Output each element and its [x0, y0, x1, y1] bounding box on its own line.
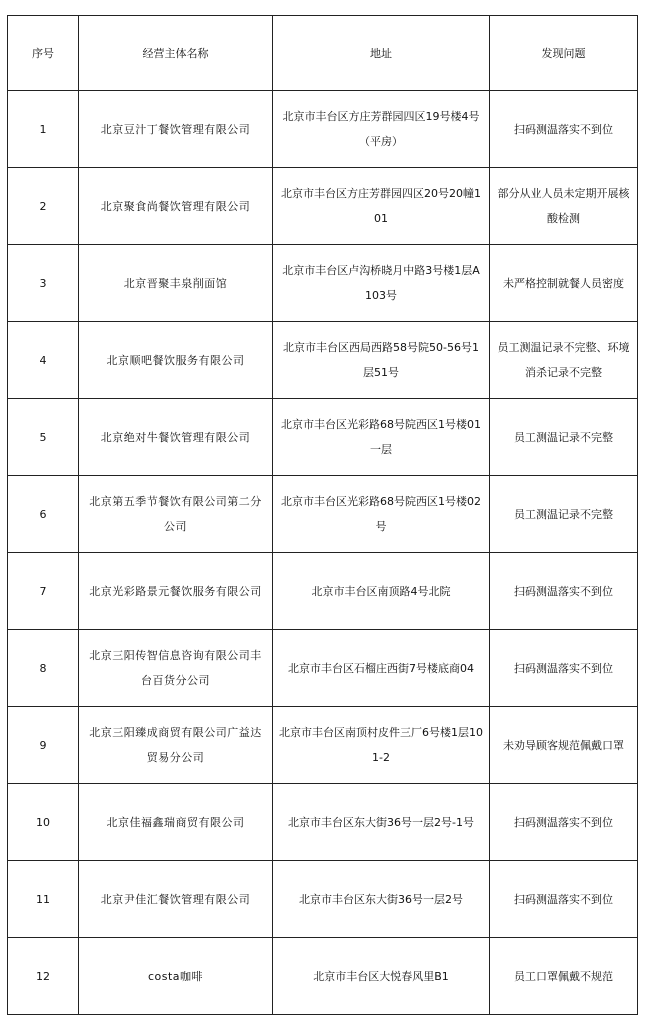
cell-serial: 9 — [8, 707, 79, 784]
cell-entity-name: 北京三阳传智信息咨询有限公司丰台百货分公司 — [79, 630, 273, 707]
cell-serial: 12 — [8, 938, 79, 1015]
cell-issue: 扫码测温落实不到位 — [490, 630, 638, 707]
table-row — [8, 168, 638, 245]
cell-issue: 员工测温记录不完整、环境消杀记录不完整 — [490, 322, 638, 399]
cell-entity-name: 北京豆汁丁餐饮管理有限公司 — [79, 91, 273, 168]
cell-entity-name: 北京佳福鑫瑞商贸有限公司 — [79, 784, 273, 861]
inspection-table — [7, 15, 638, 1015]
table-row — [8, 707, 638, 784]
cell-serial: 7 — [8, 553, 79, 630]
cell-serial: 11 — [8, 861, 79, 938]
cell-serial: 2 — [8, 168, 79, 245]
cell-entity-name: 北京光彩路景元餐饮服务有限公司 — [79, 553, 273, 630]
cell-entity-name: 北京顺吧餐饮服务有限公司 — [79, 322, 273, 399]
cell-serial: 8 — [8, 630, 79, 707]
cell-issue: 员工测温记录不完整 — [490, 399, 638, 476]
cell-address: 北京市丰台区方庄芳群园四区19号楼4号（平房） — [273, 91, 490, 168]
table-row — [8, 861, 638, 938]
cell-address: 北京市丰台区西局西路58号院50-56号1层51号 — [273, 322, 490, 399]
cell-address: 北京市丰台区大悦春风里B1 — [273, 938, 490, 1015]
cell-address: 北京市丰台区光彩路68号院西区1号楼01一层 — [273, 399, 490, 476]
table-row — [8, 784, 638, 861]
table-row — [8, 245, 638, 322]
cell-serial: 5 — [8, 399, 79, 476]
cell-address: 北京市丰台区卢沟桥晓月中路3号楼1层A103号 — [273, 245, 490, 322]
table-row — [8, 938, 638, 1015]
header-address: 地址 — [273, 16, 490, 91]
cell-issue: 员工口罩佩戴不规范 — [490, 938, 638, 1015]
cell-entity-name: 北京尹佳汇餐饮管理有限公司 — [79, 861, 273, 938]
cell-address: 北京市丰台区东大街36号一层2号 — [273, 861, 490, 938]
cell-issue: 未劝导顾客规范佩戴口罩 — [490, 707, 638, 784]
cell-serial: 4 — [8, 322, 79, 399]
table-row — [8, 399, 638, 476]
table-row — [8, 476, 638, 553]
cell-address: 北京市丰台区方庄芳群园四区20号20幢101 — [273, 168, 490, 245]
cell-issue: 扫码测温落实不到位 — [490, 91, 638, 168]
cell-serial: 1 — [8, 91, 79, 168]
cell-entity-name: 北京第五季节餐饮有限公司第二分公司 — [79, 476, 273, 553]
cell-entity-name: 北京晋聚丰泉削面馆 — [79, 245, 273, 322]
cell-issue: 未严格控制就餐人员密度 — [490, 245, 638, 322]
table-header-row — [8, 16, 638, 91]
cell-issue: 扫码测温落实不到位 — [490, 784, 638, 861]
cell-issue: 扫码测温落实不到位 — [490, 553, 638, 630]
cell-address: 北京市丰台区光彩路68号院西区1号楼02号 — [273, 476, 490, 553]
cell-entity-name: 北京聚食尚餐饮管理有限公司 — [79, 168, 273, 245]
cell-address: 北京市丰台区南顶路4号北院 — [273, 553, 490, 630]
table-row — [8, 322, 638, 399]
table-row — [8, 630, 638, 707]
cell-entity-name: 北京绝对牛餐饮管理有限公司 — [79, 399, 273, 476]
cell-issue: 部分从业人员未定期开展核酸检测 — [490, 168, 638, 245]
cell-issue: 员工测温记录不完整 — [490, 476, 638, 553]
header-entity-name: 经营主体名称 — [79, 16, 273, 91]
cell-serial: 6 — [8, 476, 79, 553]
table-row — [8, 553, 638, 630]
cell-issue: 扫码测温落实不到位 — [490, 861, 638, 938]
cell-address: 北京市丰台区东大街36号一层2号-1号 — [273, 784, 490, 861]
cell-serial: 3 — [8, 245, 79, 322]
header-issue: 发现问题 — [490, 16, 638, 91]
cell-address: 北京市丰台区南顶村皮件三厂6号楼1层101-2 — [273, 707, 490, 784]
table-row — [8, 91, 638, 168]
cell-serial: 10 — [8, 784, 79, 861]
header-serial: 序号 — [8, 16, 79, 91]
cell-entity-name: 北京三阳臻成商贸有限公司广益达贸易分公司 — [79, 707, 273, 784]
cell-address: 北京市丰台区石榴庄西街7号楼底商04 — [273, 630, 490, 707]
cell-entity-name: costa咖啡 — [79, 938, 273, 1015]
